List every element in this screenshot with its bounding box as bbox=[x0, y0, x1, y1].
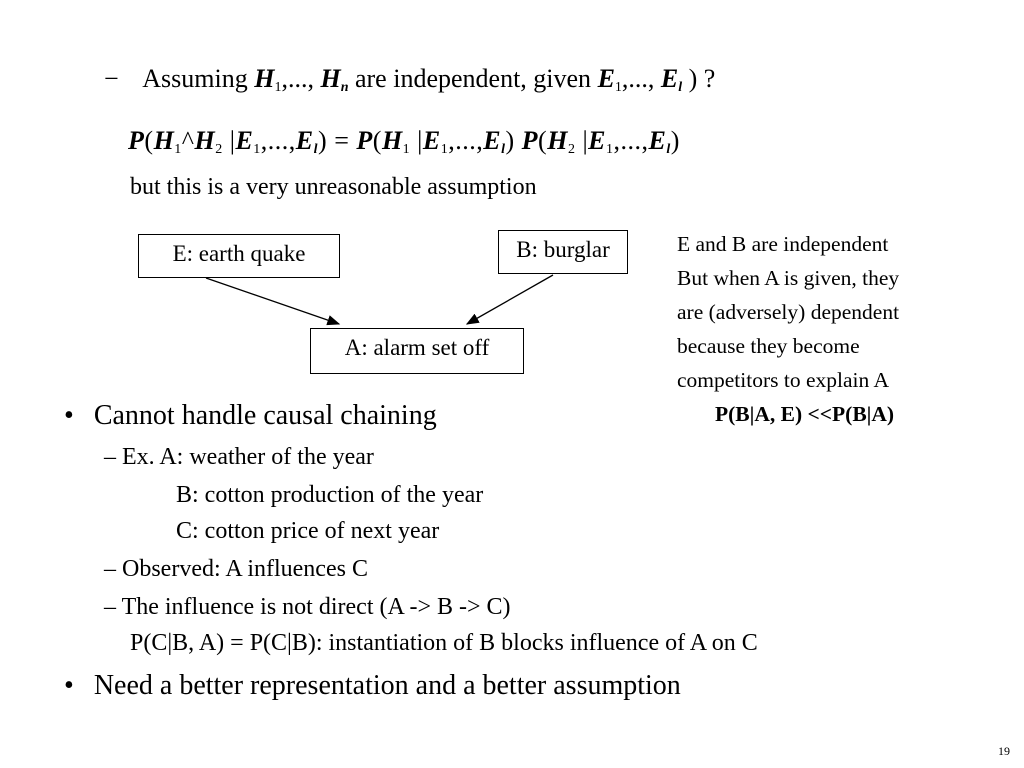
bullet-marker: • bbox=[64, 400, 74, 431]
independence-formula: $P(H_1\^{}H_2$ $|E_1,...,E_l) = P(H_1$ $|E_1,...,E_l$) $P(H_2$ $|E_1,...,E_l$) bbox=[128, 126, 680, 157]
example-line-b: B: cotton production of the year bbox=[176, 482, 484, 508]
assumption-line: − Assuming $H_1$,..., $H_n$ are independent, given $E_1$,..., $E_l$ ) ? bbox=[104, 64, 716, 95]
side-note-line: E and B are independent bbox=[677, 232, 889, 256]
node-alarm: A: alarm set off bbox=[310, 328, 524, 374]
bullet-text: Need a better representation and a better assumption bbox=[93, 670, 681, 701]
node-earthquake: E: earth quake bbox=[138, 234, 340, 278]
side-note-line: competitors to explain A bbox=[677, 368, 889, 392]
sub-bullet-example: – Ex. A: weather of the year bbox=[104, 444, 374, 470]
side-note bbox=[677, 227, 899, 431]
node-burglar: B: burglar bbox=[498, 230, 628, 274]
side-note-line: But when A is given, they bbox=[677, 266, 900, 290]
arrow-b-to-a bbox=[467, 275, 553, 324]
side-note-line: are (adversely) dependent bbox=[677, 300, 900, 324]
side-note-formula: P(B|A, E) <<P(B|A) bbox=[715, 402, 895, 426]
bullet-better-representation bbox=[64, 670, 681, 702]
bullet-text: Cannot handle causal chaining bbox=[93, 400, 437, 431]
arrow-e-to-a bbox=[206, 278, 339, 324]
side-note-line: because they become bbox=[677, 334, 860, 358]
assumption-note: but this is a very unreasonable assumption bbox=[130, 174, 537, 200]
page-number: 19 bbox=[998, 744, 1010, 758]
dash-marker: − bbox=[104, 64, 119, 93]
example-line: Ex. A: weather of the year bbox=[122, 444, 374, 470]
bullet-causal-chaining bbox=[64, 400, 437, 432]
blocking-statement: P(C|B, A) = P(C|B): instantiation of B blocks influence of A on C bbox=[130, 630, 758, 656]
sub-bullet-influence: – The influence is not direct (A -> B -> C) bbox=[104, 594, 511, 620]
assume-mid: are independent, given bbox=[354, 64, 592, 93]
sub-bullet-observed: – Observed: A influences C bbox=[104, 556, 368, 582]
assume-lead: Assuming bbox=[142, 64, 248, 93]
example-line-c: C: cotton price of next year bbox=[176, 518, 440, 544]
bullet-marker: • bbox=[64, 670, 74, 701]
